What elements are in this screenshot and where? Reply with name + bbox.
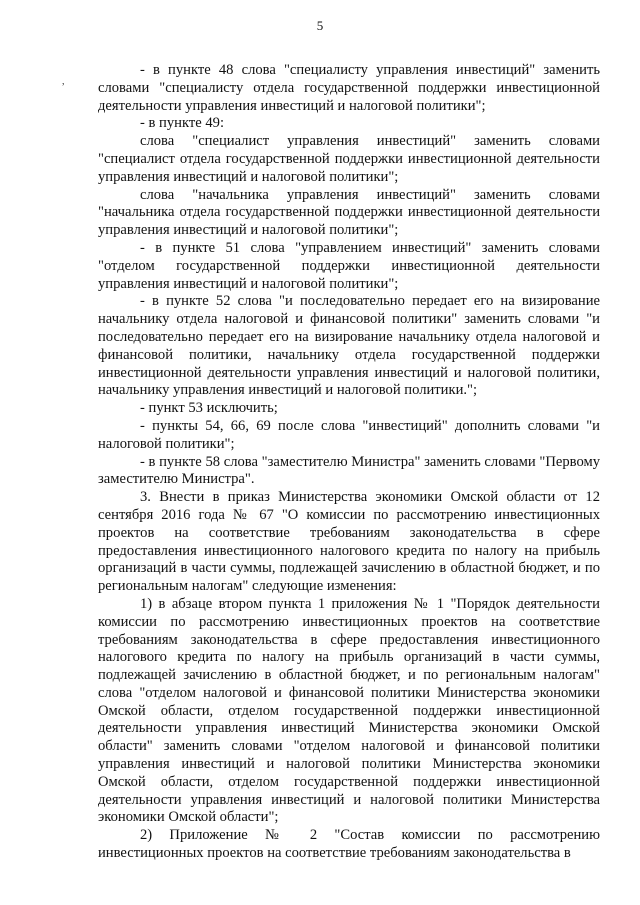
page-number: 5 (316, 18, 324, 33)
paragraph-section-3: 3. Внести в приказ Министерства экономики Омской области от 12 сентября 2016 года № 67 "О комиссии по рассмотрению инвестиционных проектов на соответствие требованиям законодательства в сфере предоставления инвестиционного налогового кредита по налогу на прибыль организаций в части суммы, подлежащей зачислению в областной бюджет, и по региональным налогам" следующие изменения: (98, 489, 600, 595)
stray-mark: , (62, 76, 65, 87)
paragraph-item-52: - в пункте 52 слова "и последовательно передает его на визирование начальнику отдела налоговой и финансовой политики" заменить словами "и последовательно передает его на визирование начальнику отдела налоговой и финансовой политики, начальнику отдела государственной поддержки инвестиционной деятельности управления инвестиций и налоговой политики, начальнику управления инвестиций и налоговой политики."; (98, 293, 600, 399)
paragraph-item-49-a: слова "специалист управления инвестиций" заменить словами "специалист отдела государственной поддержки инвестиционной деятельности управления инвестиций и налоговой политики"; (98, 133, 600, 185)
paragraph-subitem-1: 1) в абзаце втором пункта 1 приложения № 1 "Порядок деятельности комиссии по рассмотрению инвестиционных проектов на соответствие требованиям законодательства в сфере предоставления инвестиционного налогового кредита по налогу на прибыль организаций в части суммы, подлежащей зачислению в областной бюджет, и по региональным налогам" слова "отделом налоговой и финансовой политики Министерства экономики Омской области, отделом государственной поддержки инвестиционной деятельности управления инвестиций Министерства экономики Омской области" заменить словами "отделом налоговой и финансовой политики управления инвестиций и налоговой политики Министерства экономики Омской области, отделом государственной поддержки инвестиционной деятельности управления инвестиций и налоговой политики Министерства экономики Омской области"; (98, 595, 600, 826)
paragraph-items-54-66-69: - пункты 54, 66, 69 после слова "инвестиций" дополнить словами "и налоговой политики"; (98, 417, 600, 452)
paragraph-item-51: - в пункте 51 слова "управлением инвестиций" заменить словами "отделом государственной поддержки инвестиционной деятельности управления инвестиций и налоговой политики"; (98, 239, 600, 292)
paragraph-subitem-2: 2) Приложение № 2 "Состав комиссии по рассмотрению инвестиционных проектов на соответствие требованиям законодательства в (98, 827, 600, 862)
paragraph-item-58: - в пункте 58 слова "заместителю Министра" заменить словами "Первому заместителю Министра". (98, 453, 600, 488)
document-body (98, 62, 600, 863)
paragraph-item-49: - в пункте 49: (140, 115, 225, 132)
paragraph-item-53: - пункт 53 исключить; (140, 400, 278, 417)
paragraph-item-48: - в пункте 48 слова "специалисту управления инвестиций" заменить словами "специалисту отдела государственной поддержки инвестиционной деятельности управления инвестиций и налоговой политики"; (98, 62, 600, 114)
paragraph-item-49-b: слова "начальника управления инвестиций" заменить словами "начальника отдела государственной поддержки инвестиционной деятельности управления инвестиций и налоговой политики"; (98, 186, 600, 239)
